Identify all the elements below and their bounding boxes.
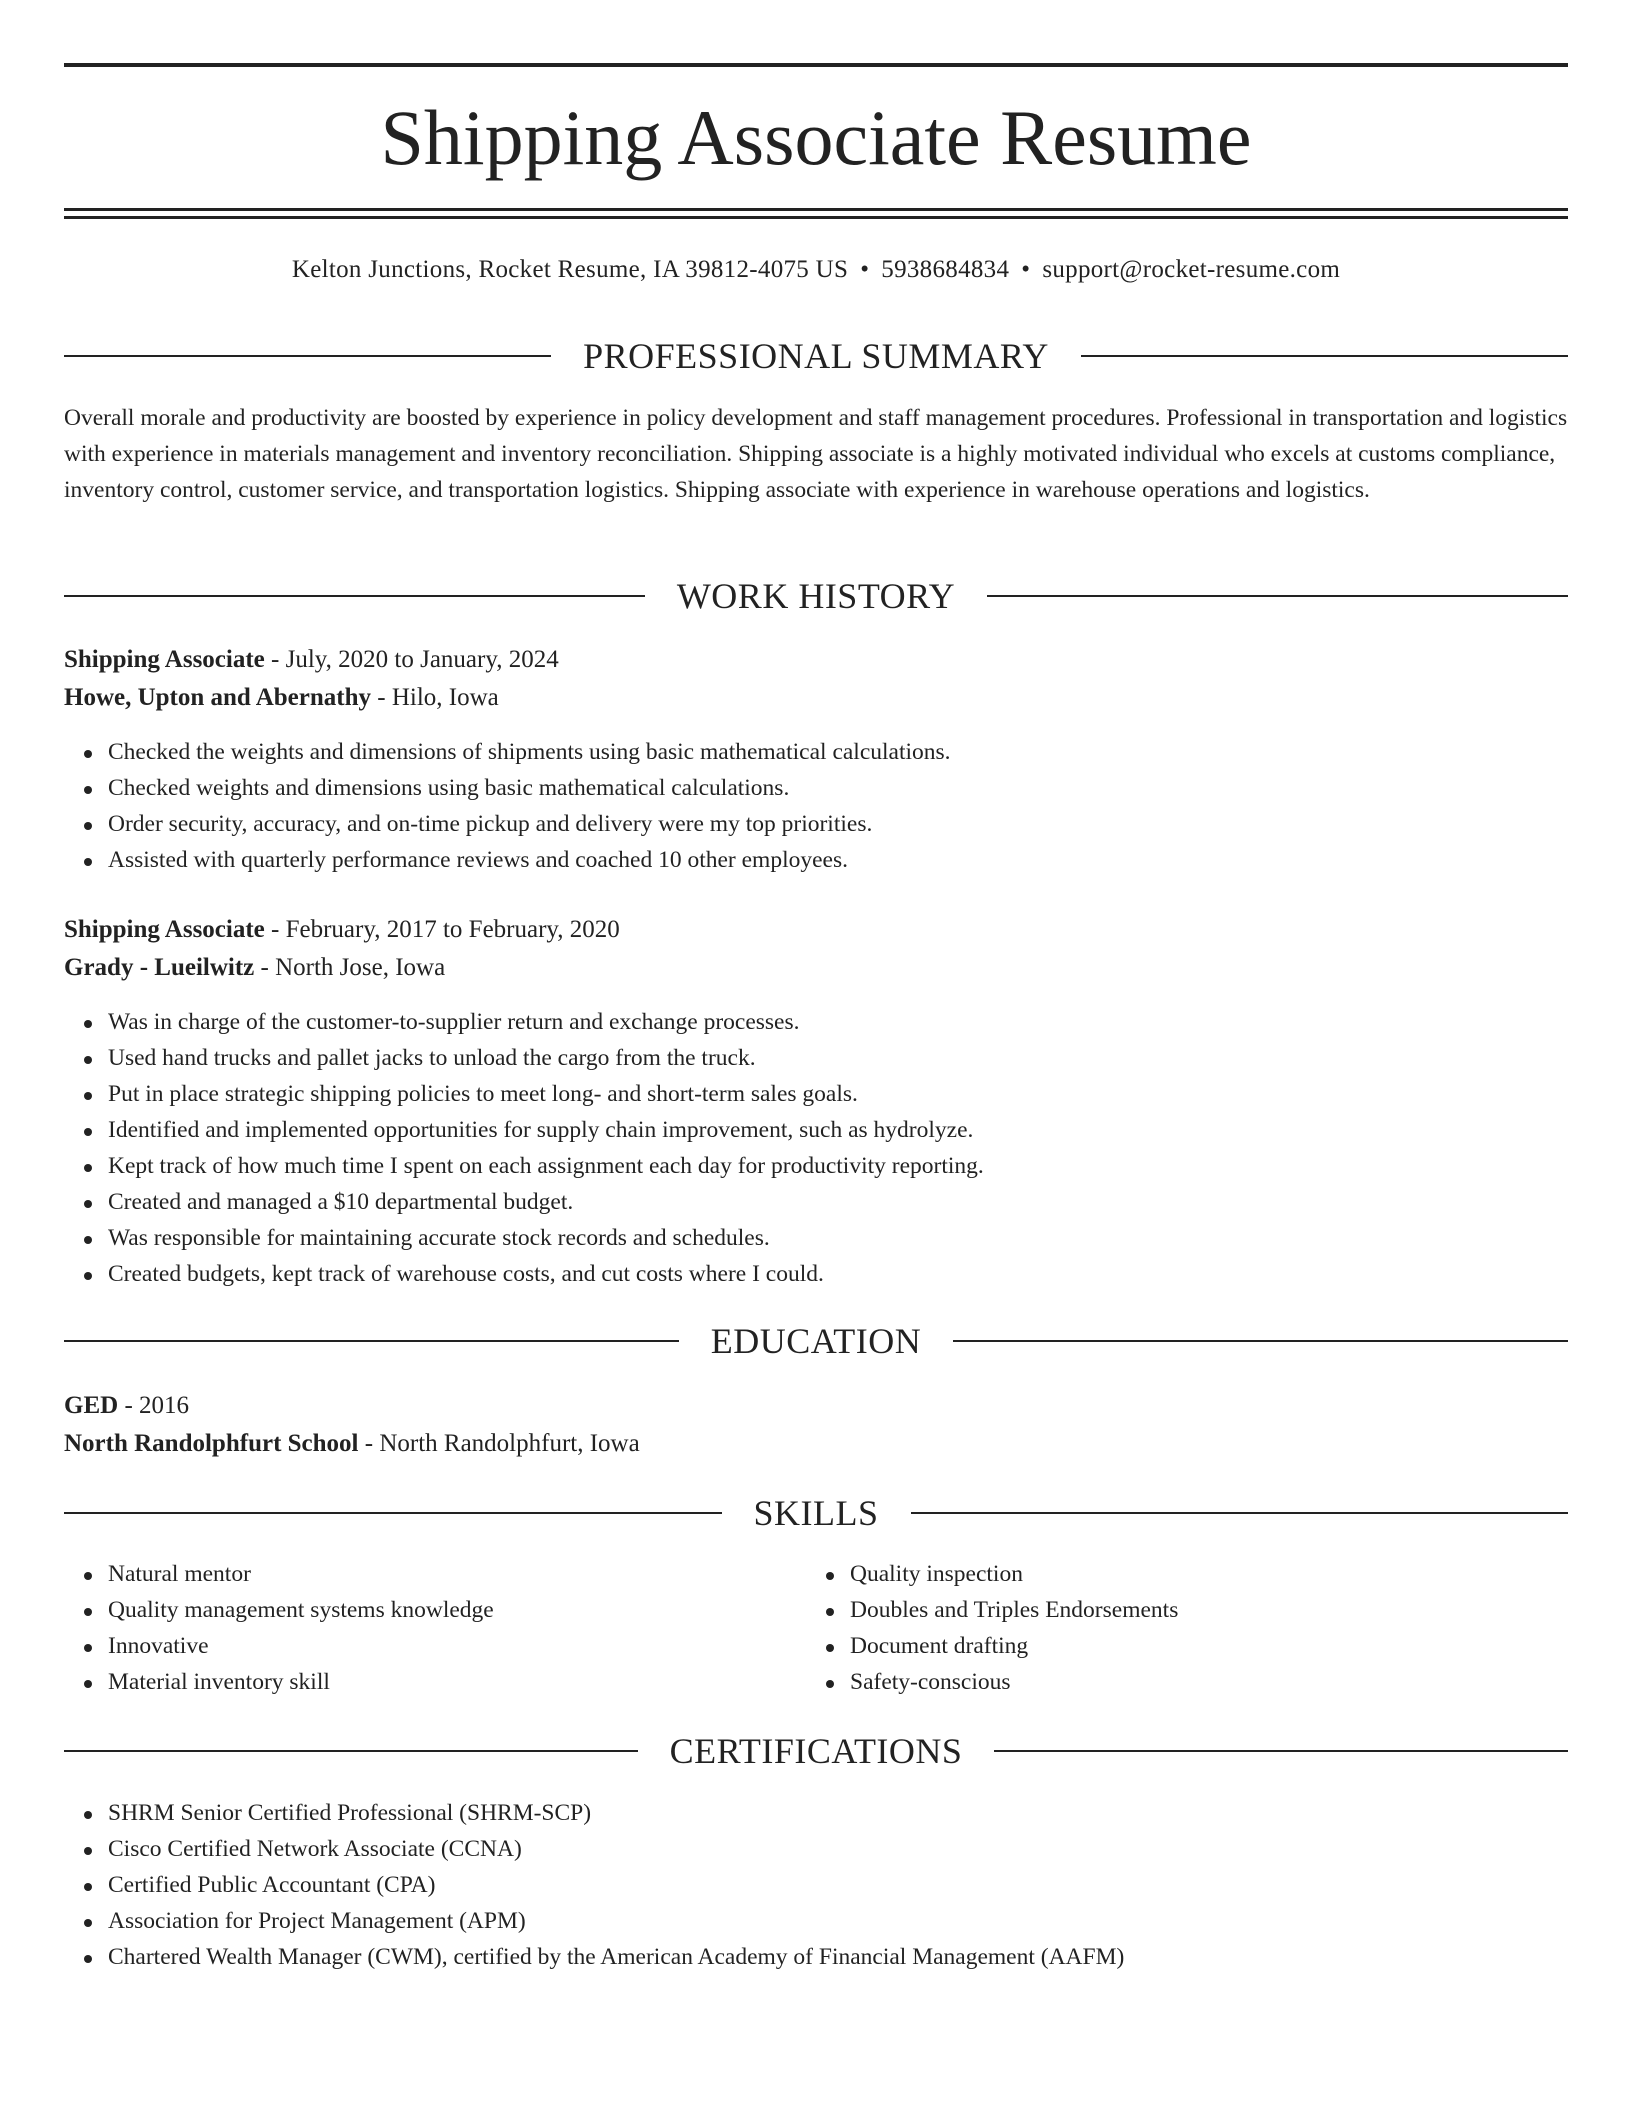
skill-item: Innovative [108, 1628, 494, 1664]
certification-item: Association for Project Management (APM) [108, 1903, 1124, 1939]
heading-rule-left [64, 1512, 722, 1514]
education-degree: GED [64, 1392, 119, 1419]
section-heading-certifications [64, 1729, 1568, 1773]
skill-item: Doubles and Triples Endorsements [850, 1592, 1178, 1628]
job-company: Howe, Upton and Abernathy [64, 684, 371, 711]
section-heading-summary [64, 334, 1568, 378]
job-bullet: Order security, accuracy, and on-time pickup and delivery were my top priorities. [108, 806, 951, 842]
heading-rule-right [953, 1340, 1568, 1342]
education-location: - North Randolphfurt, Iowa [358, 1430, 640, 1457]
contact-separator: • [1021, 256, 1031, 283]
heading-rule-left [64, 1750, 638, 1752]
section-title: EDUCATION [710, 1321, 922, 1361]
education-school: North Randolphfurt School [64, 1430, 359, 1457]
job-bullet: Put in place strategic shipping policies to meet long- and short-term sales goals. [108, 1076, 984, 1112]
job-location: - North Jose, Iowa [254, 954, 446, 981]
job-bullets [64, 1004, 984, 1292]
certification-item: Certified Public Accountant (CPA) [108, 1867, 1124, 1903]
skill-item: Material inventory skill [108, 1664, 494, 1700]
heading-rule-right [994, 1750, 1568, 1752]
section-title: PROFESSIONAL SUMMARY [583, 336, 1049, 376]
contact-email: support@rocket-resume.com [1042, 256, 1341, 283]
education-year: - 2016 [118, 1392, 190, 1419]
contact-phone: 5938684834 [881, 256, 1010, 283]
job-title: Shipping Associate [64, 916, 265, 943]
job-bullet: Was responsible for maintaining accurate stock records and schedules. [108, 1220, 984, 1256]
resume-title: Shipping Associate Resume [380, 94, 1252, 181]
job-bullet: Checked the weights and dimensions of shipments using basic mathematical calculations. [108, 734, 951, 770]
skills-list-left [64, 1556, 494, 1700]
job-title-line [64, 912, 620, 948]
heading-rule-left [64, 1340, 679, 1342]
job-bullet: Assisted with quarterly performance reviews and coached 10 other employees. [108, 842, 951, 878]
skill-item: Natural mentor [108, 1556, 494, 1592]
section-title: SKILLS [753, 1493, 879, 1533]
job-bullet: Checked weights and dimensions using basic mathematical calculations. [108, 770, 951, 806]
skill-item: Safety-conscious [850, 1664, 1178, 1700]
certification-item: Chartered Wealth Manager (CWM), certified by the American Academy of Financial Management (AAFM) [108, 1939, 1124, 1975]
education-school-line [64, 1426, 640, 1462]
job-dates: - February, 2017 to February, 2020 [264, 916, 620, 943]
skills-list-right [806, 1556, 1178, 1700]
contact-separator: • [860, 256, 870, 283]
heading-rule-right [911, 1512, 1569, 1514]
heading-rule-left [64, 355, 551, 357]
section-title: CERTIFICATIONS [669, 1731, 963, 1771]
skill-item: Document drafting [850, 1628, 1178, 1664]
job-bullet: Kept track of how much time I spent on each assignment each day for productivity reporting. [108, 1148, 984, 1184]
section-heading-work-history [64, 574, 1568, 618]
contact-line [64, 254, 1568, 286]
skill-item: Quality inspection [850, 1556, 1178, 1592]
education-degree-line [64, 1388, 189, 1424]
certifications-list [64, 1795, 1124, 1975]
job-bullet: Created and managed a $10 departmental budget. [108, 1184, 984, 1220]
header-double-rule-upper [64, 208, 1568, 211]
contact-address: Kelton Junctions, Rocket Resume, IA 39812-4075 US [291, 256, 849, 283]
job-bullet: Used hand trucks and pallet jacks to unload the cargo from the truck. [108, 1040, 984, 1076]
job-bullets [64, 734, 951, 878]
job-company: Grady - Lueilwitz [64, 954, 255, 981]
job-title: Shipping Associate [64, 646, 265, 673]
summary-text: Overall morale and productivity are boosted by experience in policy development and staff management procedures. Professional in transportation and logistics with experience in materials management and inventory reconciliation. Shipping associate is a highly motivated individual who excels at customs compliance, inventory control, customer service, and transportation logistics. Shipping associate with experience in warehouse operations and logistics. [64, 405, 1568, 503]
job-bullet: Identified and implemented opportunities for supply chain improvement, such as hydrolyze. [108, 1112, 984, 1148]
header-double-rule-lower [64, 216, 1568, 219]
job-dates: - July, 2020 to January, 2024 [264, 646, 559, 673]
certification-item: Cisco Certified Network Associate (CCNA) [108, 1831, 1124, 1867]
job-bullet: Created budgets, kept track of warehouse costs, and cut costs where I could. [108, 1256, 984, 1292]
heading-rule-right [1081, 355, 1568, 357]
job-company-line [64, 950, 445, 986]
skill-item: Quality management systems knowledge [108, 1592, 494, 1628]
section-heading-education [64, 1319, 1568, 1363]
heading-rule-right [987, 595, 1568, 597]
section-title: WORK HISTORY [676, 576, 956, 616]
section-heading-skills [64, 1491, 1568, 1535]
job-title-line [64, 642, 559, 678]
header-top-rule [64, 63, 1568, 67]
job-bullet: Was in charge of the customer-to-supplier return and exchange processes. [108, 1004, 984, 1040]
job-company-line [64, 680, 499, 716]
heading-rule-left [64, 595, 645, 597]
job-location: - Hilo, Iowa [371, 684, 499, 711]
certification-item: SHRM Senior Certified Professional (SHRM-SCP) [108, 1795, 1124, 1831]
